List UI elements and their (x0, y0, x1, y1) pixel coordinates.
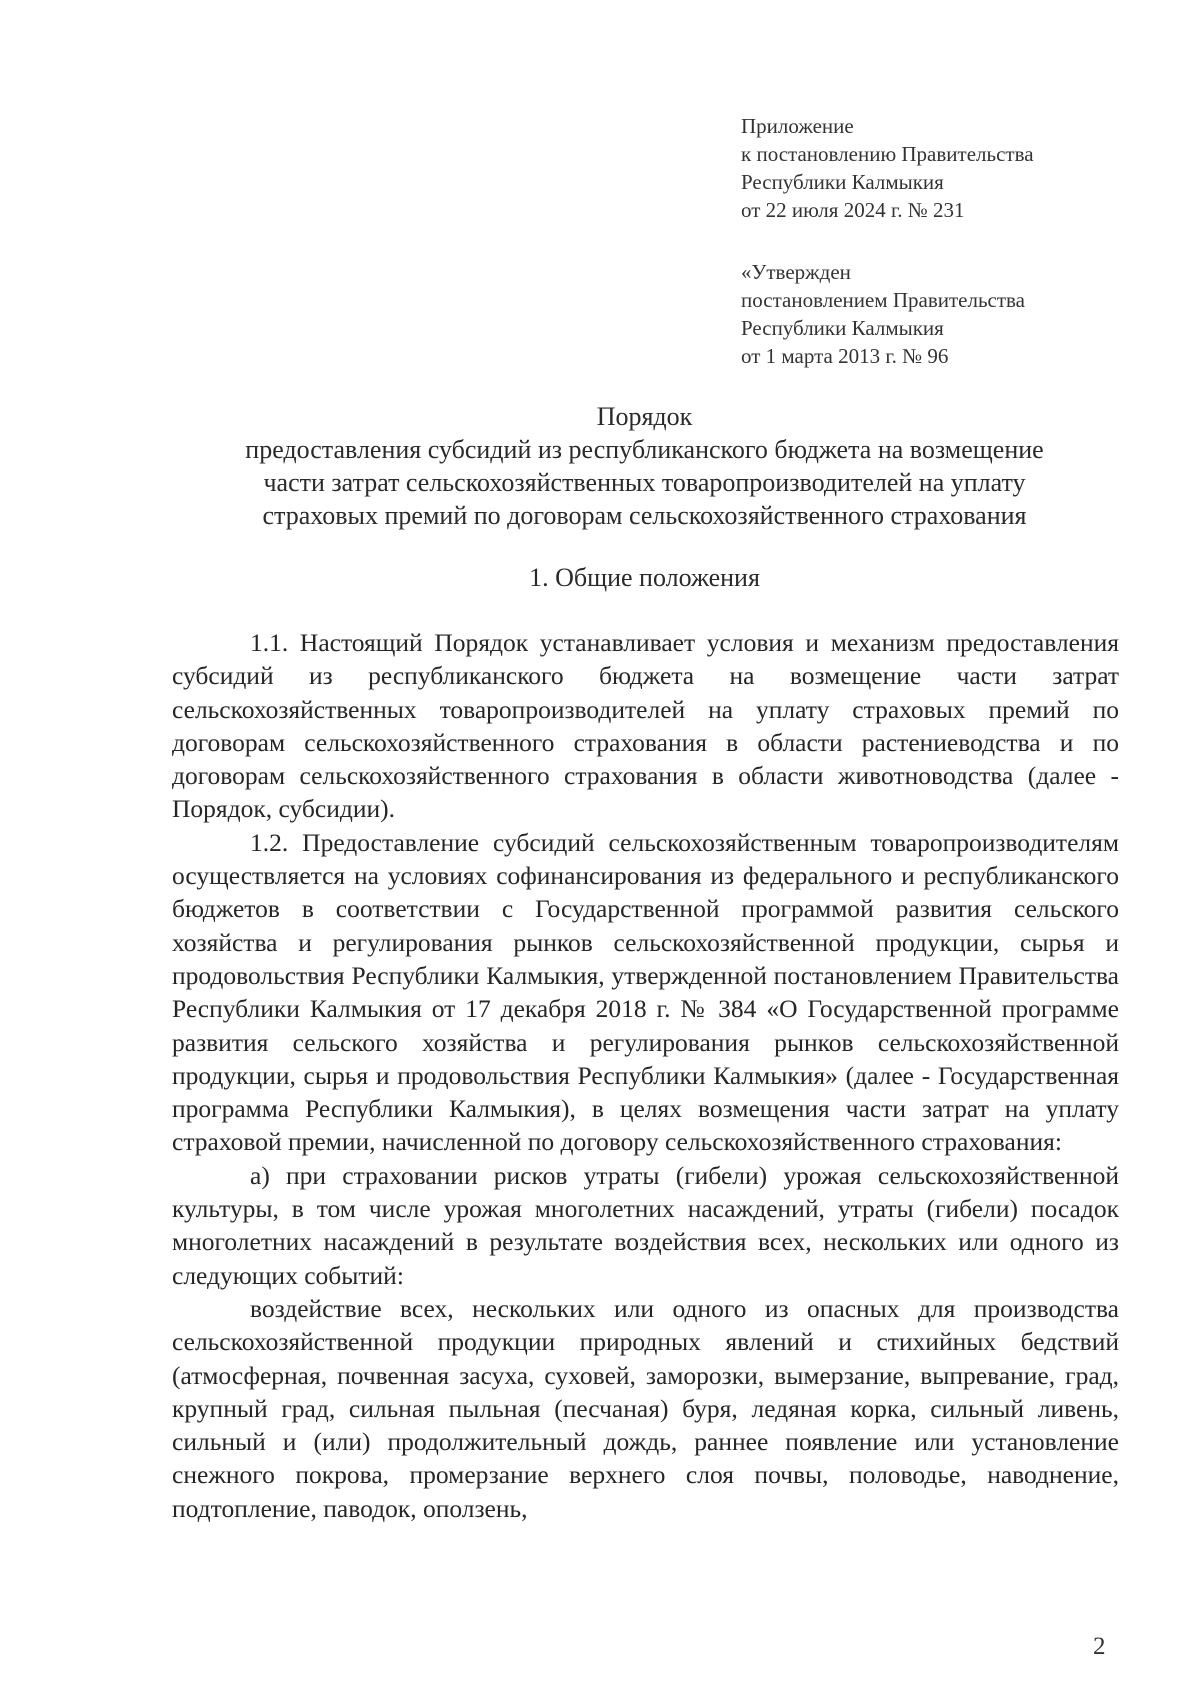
subtitle-line: предоставления субсидий из республиканского бюджета на возмещение (245, 435, 1044, 464)
approval-line: к постановлению Правительства (741, 142, 1034, 166)
approval-line: «Утвержден (741, 260, 851, 284)
document-title: Порядок (596, 402, 693, 431)
approved-by-block (741, 258, 1161, 370)
paragraph-item-a: а) при страховании рисков утраты (гибели) урожая сельскохозяйственной культуры, в том числе урожая многолетних насаждений, утраты (гибели) посадок многолетних насаждений в результате воздействия всех, нескольких или одного из следующих событий: (172, 1160, 1119, 1290)
approval-line: от 22 июля 2024 г. № 231 (741, 198, 965, 222)
approval-line: Республики Калмыкия (741, 316, 944, 340)
paragraph-1-1: 1.1. Настоящий Порядок устанавливает условия и механизм предоставления субсидий из республиканского бюджета на возмещение части затрат сельскохозяйственных товаропроизводителей на уплату страховых премий по договорам сельскохозяйственного страхования в области растениеводства и по договорам сельскохозяйственного страхования в области животноводства (далее - Порядок, субсидии). (172, 628, 1119, 824)
document-subtitle (170, 433, 1119, 532)
approval-line: Приложение (741, 114, 854, 138)
paragraph-1-2: 1.2. Предоставление субсидий сельскохозяйственным товаропроизводителям осуществляется на условиях софинансирования из федерального и республиканского бюджетов в соответствии с Государственной программой развития сельского хозяйства и регулирования рынков сельскохозяйственной продукции, сырья и продовольствия Республики Калмыкия, утвержденной постановлением Правительства Республики Калмыкия от 17 декабря 2018 г. № 384 «О Государственной программе развития сельского хозяйства и регулирования рынков сельскохозяйственной продукции, сырья и продовольствия Республики Калмыкия» (далее - Государственная программа Республики Калмыкия), в целях возмещения части затрат на уплату страховой премии, начисленной по договору сельскохозяйственного страхования: (172, 827, 1119, 1157)
section-heading: 1. Общие положения (529, 563, 760, 592)
document-body (172, 626, 1119, 1525)
page-number: 2 (1093, 1633, 1106, 1660)
subtitle-line: части затрат сельскохозяйственных товаропроизводителей на уплату (263, 468, 1026, 497)
appendix-approval-block (741, 112, 1161, 224)
paragraph-events: воздействие всех, нескольких или одного из опасных для производства сельскохозяйственной продукции природных явлений и стихийных бедствий (атмосферная, почвенная засуха, суховей, заморозки, вымерзание, выпревание, град, крупный град, сильная пыльная (песчаная) буря, ледяная корка, сильный ливень, сильный и (или) продолжительный дождь, раннее появление или установление снежного покрова, промерзание верхнего слоя почвы, половодье, наводнение, подтопление, паводок, оползень, (172, 1293, 1119, 1523)
subtitle-line: страховых премий по договорам сельскохозяйственного страхования (262, 501, 1027, 530)
approval-line: от 1 марта 2013 г. № 96 (741, 344, 949, 368)
approval-line: Республики Калмыкия (741, 170, 944, 194)
approval-line: постановлением Правительства (741, 288, 1026, 312)
